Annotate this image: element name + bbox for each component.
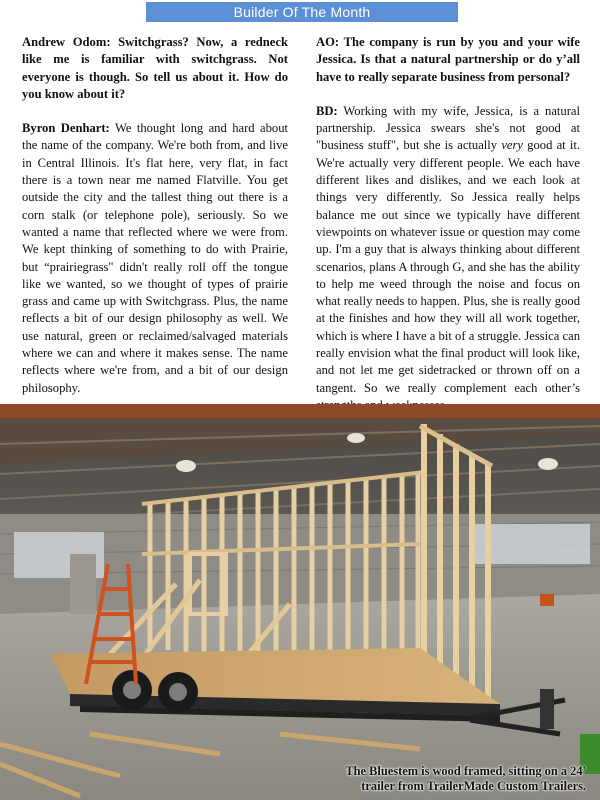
question-1: Andrew Odom: Switchgrass? Now, a redneck like me is familiar with switchgrass. Not everyone is though. So tell us about it. How do you know about it? [22, 35, 288, 101]
answer-2 [316, 103, 580, 414]
answer-1 [22, 120, 288, 397]
answer-2-text-end: good at it. We're actually very different people. We each have different likes and dislikes, and we each look at things very differently. So Jessica really helps balance me out since we typically have different viewpoints on whatever issue or question may come up. I'm a guy that is always thinking about different scenarios, plans A through G, and she has the ability to help me weed through the noise and focus on what really needs to happen. Plus, she is really good at the finishes and how they will all work together, which is where I have a bit of a struggle. Jessica can really envision what the final product will look like, and not let me get sidetracked or thrown off on a tangent. So we really complement each other’s [316, 138, 581, 395]
photo-caption [316, 764, 586, 794]
question-2: AO: The company is run by you and your wife Jessica. Is that a natural partnership or do y’all have to really separate business from personal? [316, 35, 580, 84]
interview-right-column [316, 34, 580, 431]
answer-1-text: We thought long and hard about the name of the company. We're both from, and live in Central Illinois. It's flat here, very flat, in fact there is a town near me named Flatville. You get outside the city and the tallest thing out there is a corn stalk (or telephone pole), seriously. So we wanted a name that reflected where we were from. We kept thinking of something to do with Prairie, but “prairiegrass" didn't really roll off the tongue like we wanted, so we thought of types of prairie grass and came up with Switchgrass. Plus, the name reflects a bit of our design philosophy as well. We use natural, green or reclaimed/salvaged materials where we can and where it makes sense. The name reflects where we're from, and a bit of our design philosophy. [22, 121, 288, 395]
interview-left-column [22, 34, 288, 414]
photo-illustration [0, 404, 600, 800]
caption-line-1: The Bluestem is wood framed, sitting on a 24' [345, 764, 586, 778]
answer-1-speaker: Byron Denhart: [22, 121, 110, 136]
section-header: Builder Of The Month [146, 2, 458, 22]
tiny-house-frame-photo [0, 404, 600, 800]
caption-line-2: trailer from TrailerMade Custom Trailers. [361, 779, 586, 793]
answer-2-emphasis: very [501, 138, 523, 153]
answer-2-text-start: Working with my wife, Jessica, is a natural partnership. Jessica swears she's not good at "business stuff", but she is actually [316, 103, 580, 153]
answer-2-speaker: BD: [316, 103, 338, 118]
